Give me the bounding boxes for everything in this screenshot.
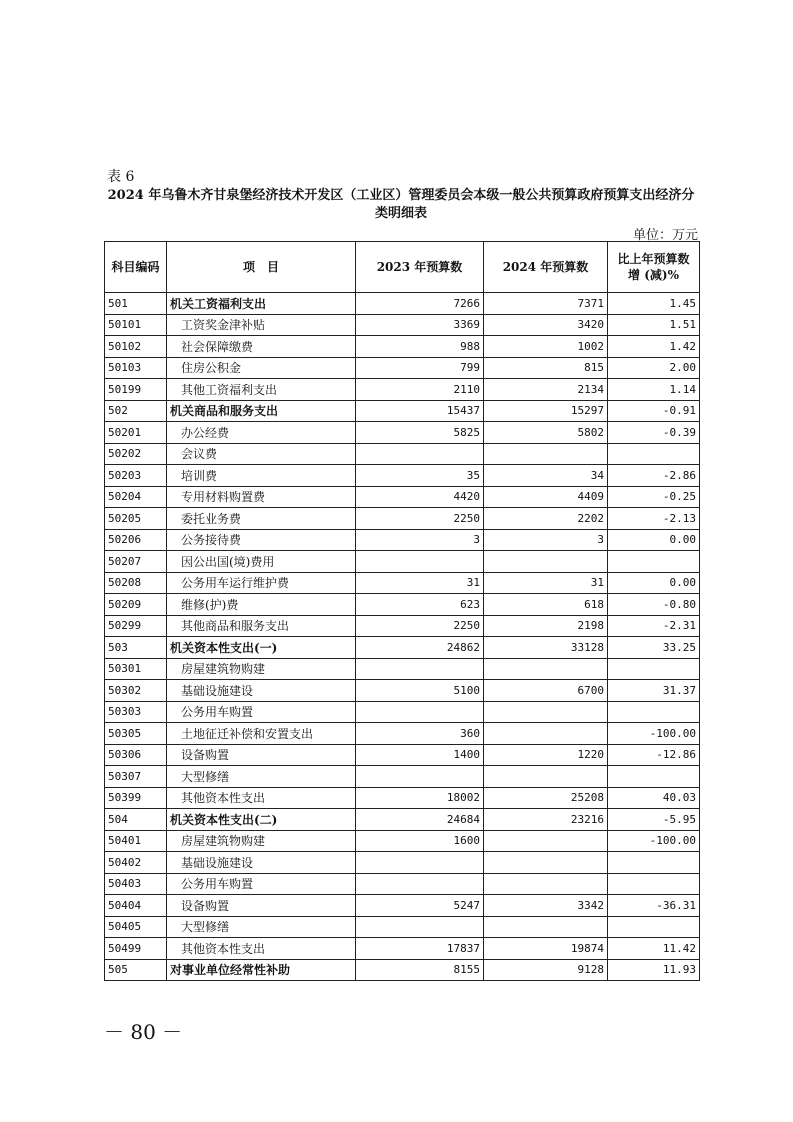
row-change-value [608,551,700,573]
row-2023-value: 18002 [356,787,484,809]
row-2024-value [484,852,608,874]
row-code: 502 [105,400,167,422]
document-title-line2: 类明细表 [374,206,427,221]
table-row [105,551,700,573]
row-name: 公务用车购置 [167,701,356,723]
row-code: 50302 [105,680,167,702]
row-2024-value: 19874 [484,938,608,960]
table-row [105,830,700,852]
row-change-value: -2.13 [608,508,700,530]
row-2024-value [484,766,608,788]
row-2023-value: 2250 [356,508,484,530]
header-code: 科目编码 [105,242,167,293]
table-row [105,787,700,809]
row-2024-value: 31 [484,572,608,594]
row-name: 设备购置 [167,744,356,766]
row-2023-value: 7266 [356,293,484,315]
table-row [105,959,700,981]
row-2023-value [356,701,484,723]
row-change-value [608,766,700,788]
row-code: 50402 [105,852,167,874]
row-change-value: -0.80 [608,594,700,616]
row-2023-value: 360 [356,723,484,745]
row-name: 其他资本性支出 [167,938,356,960]
row-2024-value: 5802 [484,422,608,444]
row-change-value: 11.93 [608,959,700,981]
row-name: 社会保障缴费 [167,336,356,358]
row-change-value: 0.00 [608,529,700,551]
row-name: 专用材料购置费 [167,486,356,508]
row-2024-value: 4409 [484,486,608,508]
row-2024-value: 33128 [484,637,608,659]
row-2023-value [356,916,484,938]
row-code: 503 [105,637,167,659]
row-change-value: -5.95 [608,809,700,831]
document-title [104,187,698,223]
row-code: 50405 [105,916,167,938]
row-2024-value: 2202 [484,508,608,530]
row-name: 维修(护)费 [167,594,356,616]
row-2023-value: 24684 [356,809,484,831]
table-row [105,529,700,551]
row-change-value: 33.25 [608,637,700,659]
table-row [105,809,700,831]
row-code: 50201 [105,422,167,444]
row-name: 机关工资福利支出 [167,293,356,315]
table-row [105,766,700,788]
row-name: 培训费 [167,465,356,487]
header-name: 项 目 [167,242,356,293]
row-change-value: 31.37 [608,680,700,702]
row-change-value [608,916,700,938]
table-row [105,615,700,637]
row-2023-value [356,852,484,874]
row-name: 办公经费 [167,422,356,444]
row-name: 机关资本性支出(一) [167,637,356,659]
row-code: 50199 [105,379,167,401]
row-2023-value: 15437 [356,400,484,422]
row-code: 504 [105,809,167,831]
row-code: 50205 [105,508,167,530]
row-2024-value: 3342 [484,895,608,917]
row-change-value [608,852,700,874]
row-change-value [608,701,700,723]
row-code: 501 [105,293,167,315]
header-2024: 2024 年预算数 [484,242,608,293]
table-row [105,400,700,422]
row-code: 50301 [105,658,167,680]
row-change-value: -12.86 [608,744,700,766]
row-name: 房屋建筑物购建 [167,830,356,852]
header-change [608,242,700,293]
row-2024-value: 34 [484,465,608,487]
row-change-value [608,443,700,465]
row-code: 505 [105,959,167,981]
row-2023-value: 5100 [356,680,484,702]
row-name: 公务接待费 [167,529,356,551]
row-2024-value [484,658,608,680]
row-code: 50403 [105,873,167,895]
table-body [105,293,700,981]
table-row [105,465,700,487]
row-change-value: 11.42 [608,938,700,960]
row-code: 50207 [105,551,167,573]
row-code: 50208 [105,572,167,594]
row-code: 50499 [105,938,167,960]
table-row [105,486,700,508]
table-row [105,508,700,530]
row-name: 基础设施建设 [167,680,356,702]
row-change-value: 1.51 [608,314,700,336]
row-change-value [608,658,700,680]
table-row [105,443,700,465]
row-code: 50209 [105,594,167,616]
row-code: 50202 [105,443,167,465]
row-code: 50206 [105,529,167,551]
row-2024-value [484,551,608,573]
table-row [105,357,700,379]
row-code: 50103 [105,357,167,379]
row-name: 公务用车购置 [167,873,356,895]
row-2024-value [484,701,608,723]
table-row [105,594,700,616]
row-2023-value: 1600 [356,830,484,852]
row-name: 机关资本性支出(二) [167,809,356,831]
row-change-value: 1.45 [608,293,700,315]
page-number: － 80 － [104,1020,183,1044]
table-label: 表 6 [107,169,135,185]
row-change-value [608,873,700,895]
row-2024-value [484,830,608,852]
row-change-value: -2.31 [608,615,700,637]
row-2024-value: 25208 [484,787,608,809]
row-name: 公务用车运行维护费 [167,572,356,594]
row-2023-value: 3369 [356,314,484,336]
row-name: 其他资本性支出 [167,787,356,809]
row-2024-value: 7371 [484,293,608,315]
table-row [105,916,700,938]
table-row [105,852,700,874]
row-2023-value: 1400 [356,744,484,766]
row-2023-value: 5825 [356,422,484,444]
table-row [105,658,700,680]
row-2023-value: 2250 [356,615,484,637]
table-header-row [105,242,700,293]
header-2023: 2023 年预算数 [356,242,484,293]
row-2023-value [356,551,484,573]
row-name: 工资奖金津补贴 [167,314,356,336]
row-name: 房屋建筑物购建 [167,658,356,680]
row-2024-value: 23216 [484,809,608,831]
row-code: 50404 [105,895,167,917]
table-row [105,938,700,960]
table-row [105,637,700,659]
row-name: 土地征迁补偿和安置支出 [167,723,356,745]
row-name: 设备购置 [167,895,356,917]
row-2023-value [356,873,484,895]
row-2024-value [484,873,608,895]
table-row [105,572,700,594]
table-row [105,422,700,444]
row-2024-value [484,723,608,745]
table-row [105,701,700,723]
row-2023-value: 2110 [356,379,484,401]
row-code: 50203 [105,465,167,487]
row-change-value: -0.91 [608,400,700,422]
unit-label: 单位：万元 [632,228,698,243]
row-2024-value [484,916,608,938]
row-code: 50101 [105,314,167,336]
row-2024-value: 3 [484,529,608,551]
row-change-value: -2.86 [608,465,700,487]
row-change-value: -0.25 [608,486,700,508]
row-name: 大型修缮 [167,916,356,938]
row-2023-value: 5247 [356,895,484,917]
row-2023-value [356,443,484,465]
table-row [105,873,700,895]
row-code: 50102 [105,336,167,358]
header-change-line1: 比上年预算数 [617,252,690,266]
row-2023-value: 35 [356,465,484,487]
row-change-value: -36.31 [608,895,700,917]
row-2024-value: 1002 [484,336,608,358]
row-name: 委托业务费 [167,508,356,530]
row-name: 其他商品和服务支出 [167,615,356,637]
row-2023-value: 988 [356,336,484,358]
row-change-value: -0.39 [608,422,700,444]
row-change-value: 0.00 [608,572,700,594]
row-2023-value: 3 [356,529,484,551]
table-row [105,680,700,702]
row-2023-value: 31 [356,572,484,594]
row-code: 50306 [105,744,167,766]
row-name: 会议费 [167,443,356,465]
row-2023-value: 799 [356,357,484,379]
row-2024-value: 9128 [484,959,608,981]
row-change-value: 1.14 [608,379,700,401]
row-2023-value: 17837 [356,938,484,960]
row-2023-value: 623 [356,594,484,616]
header-change-line2: 增 (减)% [628,268,679,282]
table-row [105,723,700,745]
document-title-line1: 2024 年乌鲁木齐甘泉堡经济技术开发区（工业区）管理委员会本级一般公共预算政府预算支出经济分 [107,188,695,203]
budget-table [104,241,700,981]
row-change-value: -100.00 [608,830,700,852]
row-change-value: -100.00 [608,723,700,745]
row-2023-value [356,766,484,788]
row-change-value: 1.42 [608,336,700,358]
row-code: 50399 [105,787,167,809]
row-2023-value: 4420 [356,486,484,508]
row-name: 大型修缮 [167,766,356,788]
row-name: 对事业单位经常性补助 [167,959,356,981]
row-code: 50303 [105,701,167,723]
row-name: 因公出国(境)费用 [167,551,356,573]
row-2023-value [356,658,484,680]
row-2024-value: 2198 [484,615,608,637]
row-2024-value [484,443,608,465]
row-code: 50305 [105,723,167,745]
row-2024-value: 3420 [484,314,608,336]
row-2024-value: 618 [484,594,608,616]
table-row [105,336,700,358]
table-row [105,744,700,766]
row-name: 基础设施建设 [167,852,356,874]
table-row [105,293,700,315]
row-code: 50299 [105,615,167,637]
table-row [105,895,700,917]
row-name: 住房公积金 [167,357,356,379]
row-code: 50307 [105,766,167,788]
row-2024-value: 15297 [484,400,608,422]
row-2023-value: 8155 [356,959,484,981]
row-2024-value: 2134 [484,379,608,401]
row-change-value: 40.03 [608,787,700,809]
table-row [105,314,700,336]
table-row [105,379,700,401]
row-code: 50204 [105,486,167,508]
row-2024-value: 6700 [484,680,608,702]
row-2024-value: 1220 [484,744,608,766]
row-code: 50401 [105,830,167,852]
row-name: 机关商品和服务支出 [167,400,356,422]
row-2024-value: 815 [484,357,608,379]
row-name: 其他工资福利支出 [167,379,356,401]
row-change-value: 2.00 [608,357,700,379]
row-2023-value: 24862 [356,637,484,659]
